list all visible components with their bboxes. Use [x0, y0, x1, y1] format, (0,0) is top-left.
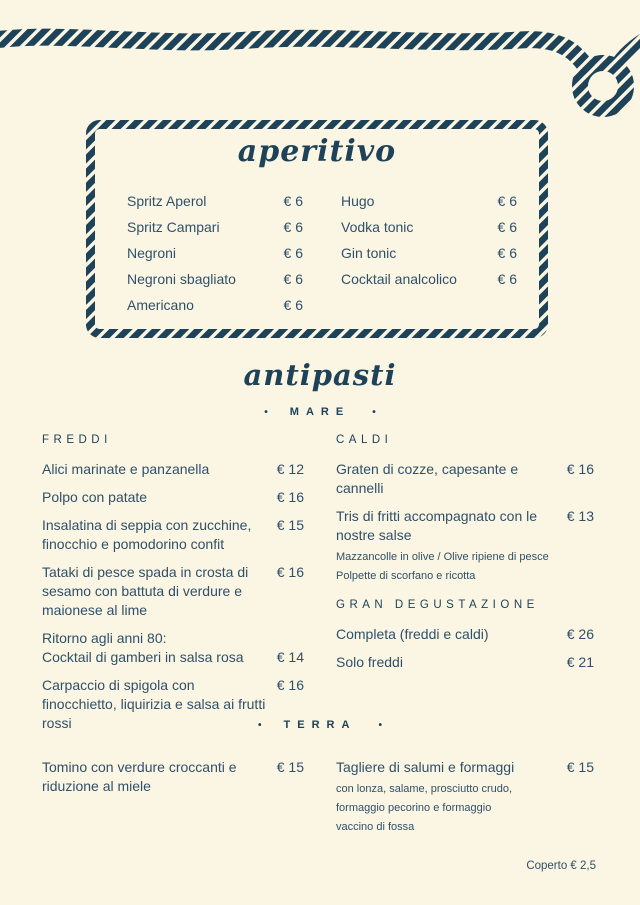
aperitivo-columns [127, 192, 517, 322]
menu-item-name: Tataki di pesce spada in crosta di sesamo con battuta di verdure e maionese al lime [42, 564, 249, 618]
menu-item-preline: Ritorno agli anni 80: [42, 630, 167, 646]
section-label-mare [0, 406, 640, 418]
freddi-header: FREDDI [42, 434, 112, 446]
menu-item-price: € 6 [497, 219, 517, 235]
menu-item [336, 625, 594, 644]
menu-item-name: Tagliere di salumi e formaggi [336, 759, 515, 775]
menu-item [42, 629, 304, 667]
menu-item-price: € 15 [276, 759, 304, 775]
menu-item-name: Carpaccio di spigola con finocchietto, liquirizia e salsa ai frutti rossi [42, 677, 266, 731]
menu-item-price: € 6 [283, 219, 303, 235]
menu-item-price: € 26 [566, 626, 594, 642]
menu-item-name: Alici marinate e panzanella [42, 461, 210, 477]
menu-item-name: Spritz Campari [127, 219, 220, 235]
menu-item-name: Solo freddi [336, 654, 403, 670]
menu-item-price: € 6 [283, 193, 303, 209]
menu-item-name: Cocktail analcolico [341, 271, 457, 287]
menu-item-name: Hugo [341, 193, 375, 209]
section-label-terra [0, 719, 640, 731]
menu-item-price: € 16 [276, 677, 304, 693]
coperto-note: Coperto € 2,5 [526, 860, 596, 872]
menu-item-note: formaggio pecorino e formaggio [336, 802, 492, 814]
menu-item-price: € 6 [283, 297, 303, 313]
menu-item-name: Spritz Aperol [127, 193, 207, 209]
menu-item [42, 516, 304, 554]
menu-item [336, 653, 594, 672]
menu-item-price: € 15 [276, 517, 304, 533]
antipasti-title: antipasti [243, 358, 397, 392]
menu-item [127, 218, 303, 236]
terra-left-column [42, 758, 304, 805]
caldi-items [336, 460, 594, 586]
rope-top-border-icon [0, 37, 640, 109]
menu-item [127, 192, 303, 210]
gran-degustazione-section [336, 598, 594, 672]
menu-item-price: € 6 [497, 193, 517, 209]
caldi-column [336, 433, 594, 681]
menu-item [341, 244, 517, 262]
menu-item [42, 460, 304, 479]
menu-item [42, 563, 304, 620]
menu-item-price: € 16 [276, 564, 304, 580]
menu-item [336, 758, 594, 837]
menu-item-note: con lonza, salame, prosciutto crudo, [336, 783, 513, 795]
menu-item [341, 270, 517, 288]
menu-item [336, 460, 594, 498]
aperitivo-column-right [341, 192, 517, 322]
menu-item-note: Mazzancolle in olive / Olive ripiene di pesce [336, 551, 549, 563]
aperitivo-column-left [127, 192, 303, 322]
aperitivo-title: aperitivo [237, 134, 397, 169]
menu-item-name: Completa (freddi e caldi) [336, 626, 489, 642]
menu-item-price: € 6 [283, 245, 303, 261]
menu-item [341, 218, 517, 236]
menu-item-name: Negroni sbagliato [127, 271, 236, 287]
dot-icon: • [378, 719, 382, 731]
dot-icon: • [264, 406, 268, 418]
menu-item-price: € 6 [283, 271, 303, 287]
terra-label: TERRA [283, 719, 357, 731]
menu-item [127, 296, 303, 314]
menu-item-price: € 12 [276, 461, 304, 477]
menu-item [42, 758, 304, 796]
menu-item-name: Cocktail di gamberi in salsa rosa [42, 649, 244, 665]
dot-icon: • [372, 406, 376, 418]
gran-degustazione-items [336, 625, 594, 672]
menu-item [336, 507, 594, 586]
freddi-items [42, 460, 304, 733]
menu-item-name: Polpo con patate [42, 489, 148, 505]
menu-item-name: Vodka tonic [341, 219, 414, 235]
menu-item [127, 244, 303, 262]
menu-item-name: Tomino con verdure croccanti e riduzione al miele [42, 759, 237, 794]
menu-item-note: vaccino di fossa [336, 821, 415, 833]
menu-item-name: Gin tonic [341, 245, 397, 261]
menu-item-name: Negroni [127, 245, 177, 261]
rope-knot-icon [580, 63, 626, 109]
dot-icon: • [258, 719, 262, 731]
aperitivo-section [86, 120, 548, 338]
menu-item [42, 488, 304, 507]
menu-item [127, 270, 303, 288]
menu-item-name: Insalatina di seppia con zucchine, finocchio e pomodorino confit [42, 517, 252, 552]
menu-item-price: € 16 [276, 489, 304, 505]
menu-item-name: Graten di cozze, capesante e cannelli [336, 461, 519, 496]
menu-item-note: Polpette di scorfano e ricotta [336, 570, 476, 582]
menu-item-price: € 14 [276, 649, 304, 665]
freddi-column [42, 433, 304, 742]
menu-item-name: Tris di fritti accompagnato con le nostre salse [336, 508, 538, 543]
menu-item-price: € 6 [497, 245, 517, 261]
gran-degustazione-header: GRAN DEGUSTAZIONE [336, 599, 539, 611]
menu-item-price: € 6 [497, 271, 517, 287]
caldi-header: CALDI [336, 434, 393, 446]
menu-item-price: € 21 [566, 654, 594, 670]
menu-item-price: € 15 [566, 759, 594, 775]
menu-item-price: € 16 [566, 461, 594, 477]
menu-item [341, 192, 517, 210]
mare-label: MARE [289, 406, 351, 418]
menu-item-name: Americano [127, 297, 194, 313]
menu-item-price: € 13 [566, 508, 594, 524]
terra-right-column [336, 758, 594, 846]
